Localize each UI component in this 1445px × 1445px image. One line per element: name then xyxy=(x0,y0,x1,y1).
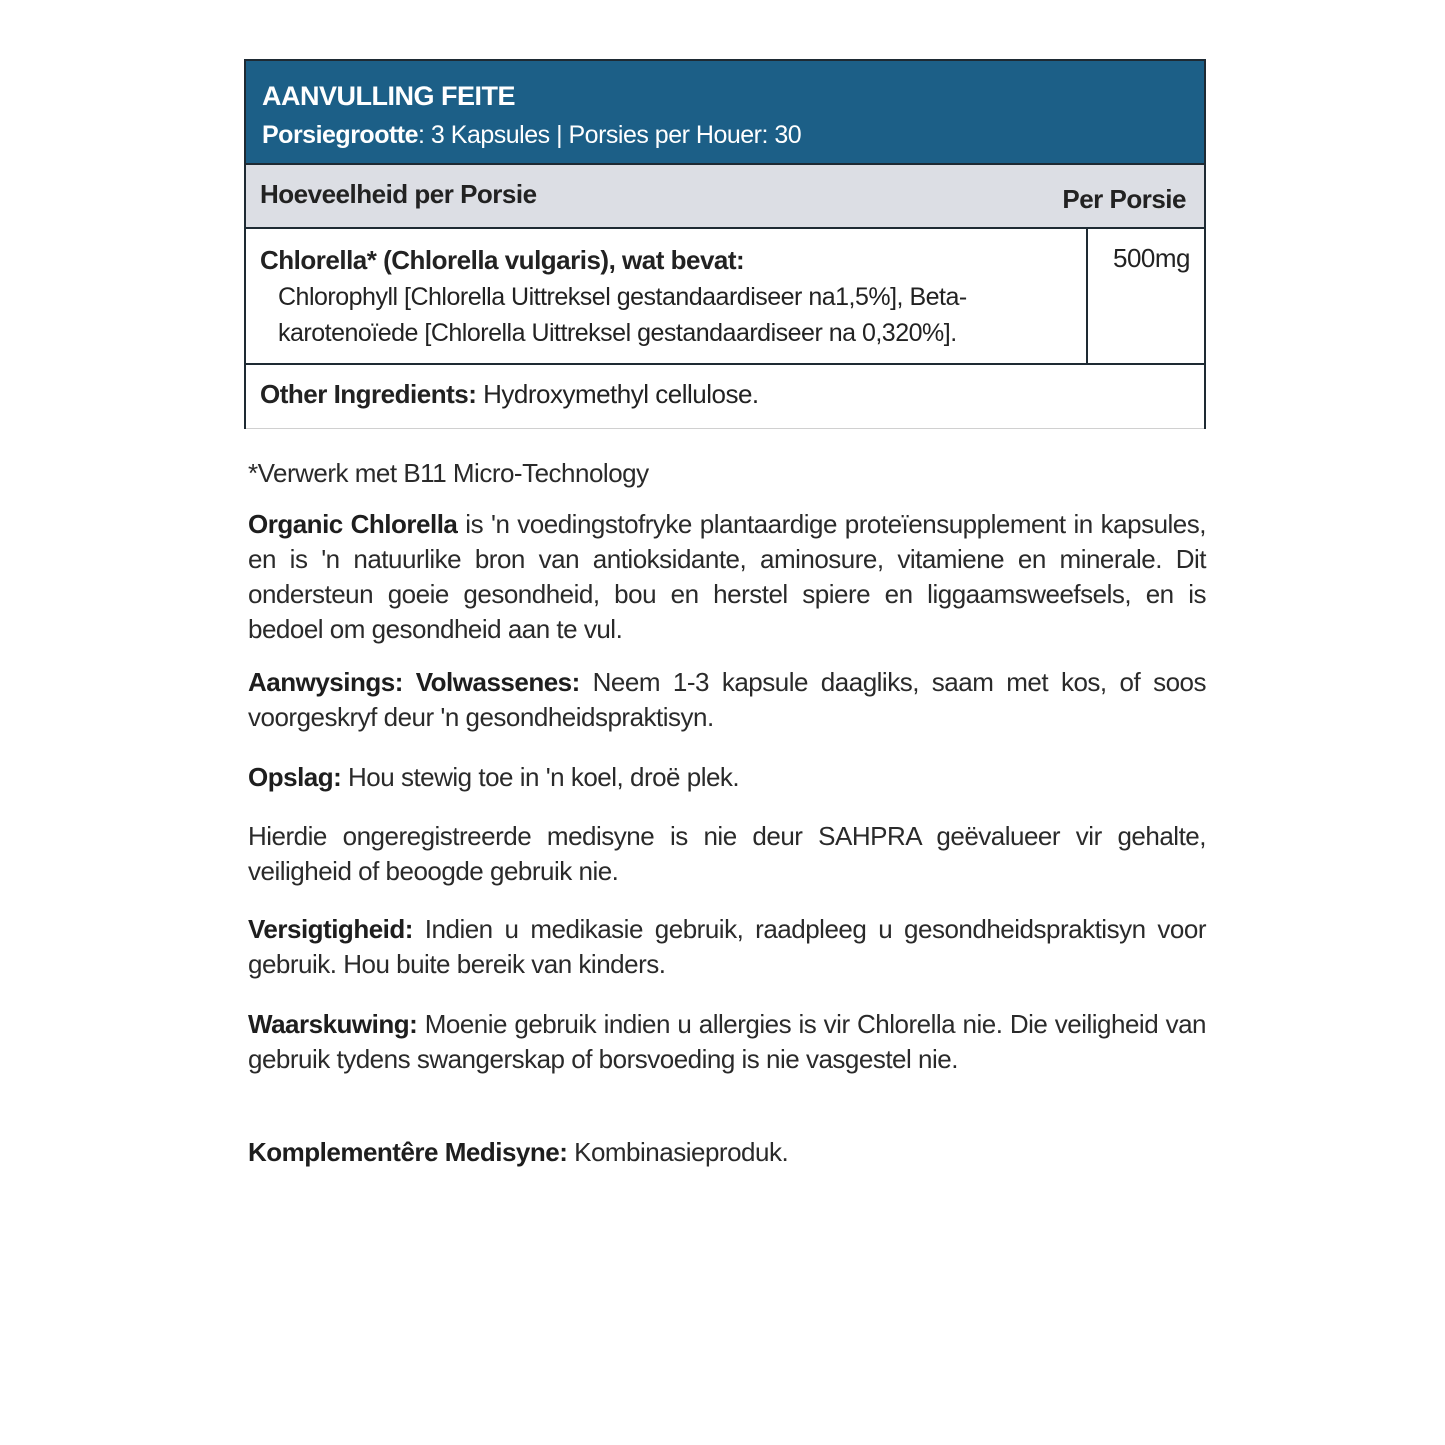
warning-label: Waarskuwing: xyxy=(248,1009,418,1039)
product-name: Organic Chlorella xyxy=(248,509,458,539)
storage xyxy=(248,760,1206,795)
complementary-medicine xyxy=(248,1135,1206,1170)
supplement-facts-panel xyxy=(244,59,1206,429)
ingredient-amount: 500mg xyxy=(1113,243,1190,273)
complementary-text: Kombinasieproduk. xyxy=(567,1137,789,1167)
ingredient-row xyxy=(246,229,1204,365)
directions-text: Neem 1-3 kapsule daagliks, saam met kos, of soos voorgeskryf deur 'n gesondheidspraktisyn. xyxy=(248,667,1206,732)
caution xyxy=(248,912,1206,982)
footnote: *Verwerk met B11 Micro-Technology xyxy=(248,458,649,488)
warning xyxy=(248,1007,1206,1077)
column-header xyxy=(246,165,1204,229)
other-ingredients-label: Other Ingredients: xyxy=(260,379,477,409)
other-ingredients-value: Hydroxymethyl cellulose. xyxy=(476,379,759,409)
ingredient-name: Chlorella* (Chlorella vulgaris), wat bevat: xyxy=(260,245,745,275)
serving-value: : 3 Kapsules | Porsies per Houer: 30 xyxy=(418,121,802,149)
caution-label: Versigtigheid: xyxy=(248,914,413,944)
directions-label: Aanwysings: Volwassenes: xyxy=(248,667,580,697)
ingredient-description xyxy=(260,279,1072,351)
warning-text: Moenie gebruik indien u allergies is vir Chlorella nie. Die veiligheid van gebruik tydens swangerskap of borsvoeding is nie vasgestel nie. xyxy=(248,1009,1206,1074)
ingredient-desc-line-1: Chlorophyll [Chlorella Uittreksel gestandaardiseer na1,5%], Beta- xyxy=(278,283,967,311)
serving-label: Porsiegrootte xyxy=(262,121,419,149)
product-description xyxy=(248,507,1206,647)
per-serving-label: Per Porsie xyxy=(1062,184,1186,214)
caution-text: Indien u medikasie gebruik, raadpleeg u gesondheidspraktisyn voor gebruik. Hou buite bereik van kinders. xyxy=(248,914,1206,979)
product-description-text: is 'n voedingstofryke plantaardige proteïensupplement in kapsules, en is 'n natuurlike bron van antioksidante, aminosure, vitamiene en minerale. Dit ondersteun goeie gesondheid, bou en herstel spiere en liggaamsweefsels, en is bedoel om gesondheid aan te vul. xyxy=(248,509,1206,644)
amount-per-serving-label: Hoeveelheid per Porsie xyxy=(260,179,537,209)
directions xyxy=(248,665,1206,735)
ingredient-desc-line-2: karotenoïede [Chlorella Uittreksel gestandaardiseer na 0,320%]. xyxy=(278,319,957,347)
sahpra-disclaimer: Hierdie ongeregistreerde medisyne is nie deur SAHPRA geëvalueer vir gehalte, veiligheid of beoogde gebruik nie. xyxy=(248,821,1206,886)
serving-size xyxy=(262,119,1188,151)
storage-text: Hou stewig toe in 'n koel, droë plek. xyxy=(341,762,740,792)
storage-label: Opslag: xyxy=(248,762,342,792)
other-ingredients xyxy=(246,365,1204,429)
complementary-label: Komplementêre Medisyne: xyxy=(248,1137,568,1167)
facts-header xyxy=(246,61,1204,165)
ingredient-cell xyxy=(246,229,1088,363)
facts-title: AANVULLING FEITE xyxy=(262,81,515,111)
